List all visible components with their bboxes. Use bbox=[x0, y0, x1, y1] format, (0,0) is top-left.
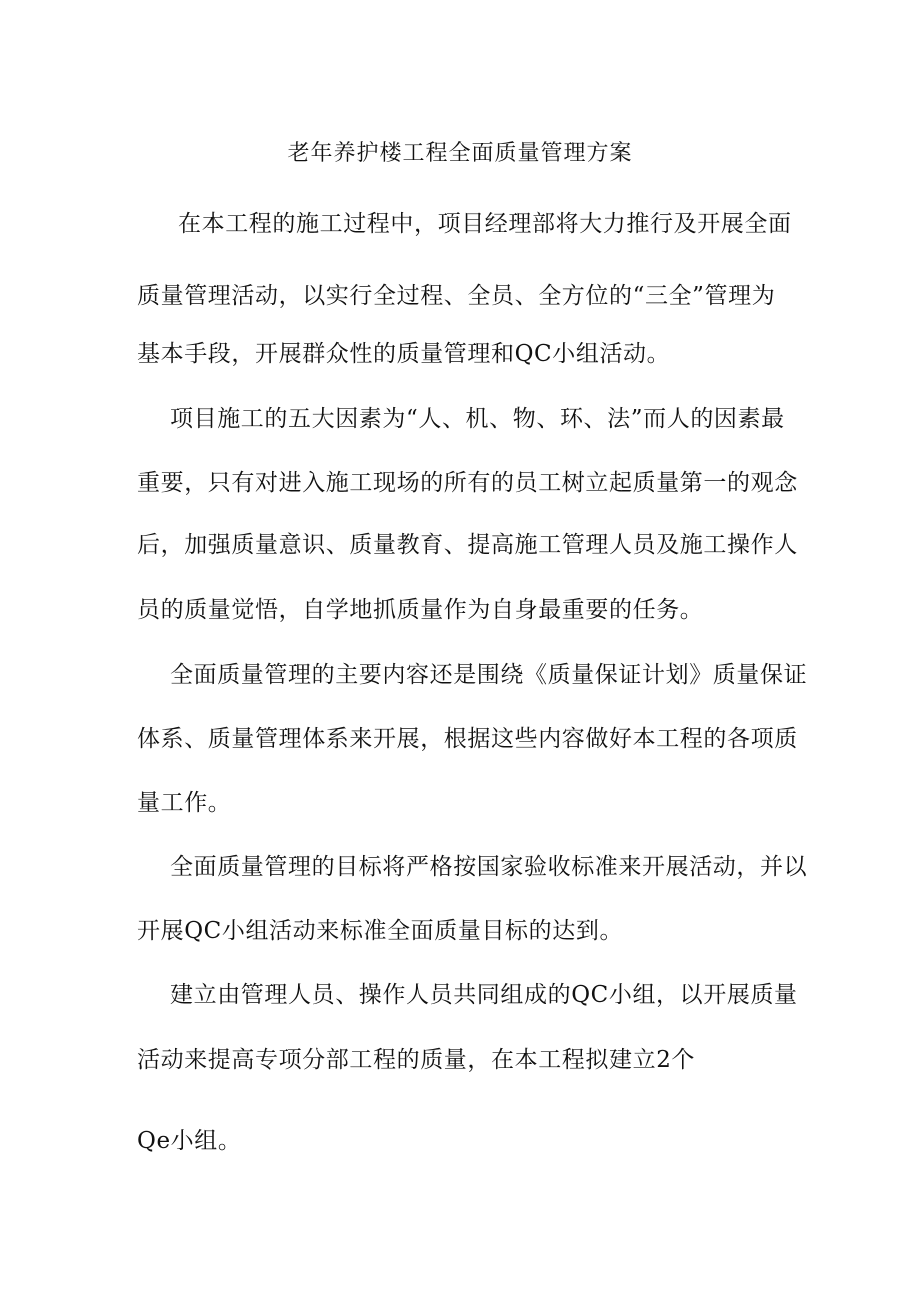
paragraph-line: 活动来提高专项分部工程的质量，在本工程拟建立2个 bbox=[137, 1047, 696, 1073]
paragraph-line: 全面质量管理的目标将严格按国家验收标准来开展活动，并以 bbox=[170, 854, 808, 880]
paragraph-line: 后，加强质量意识、质量教育、提高施工管理人员及施工操作人 bbox=[137, 532, 798, 558]
paragraph-line: 建立由管理人员、操作人员共同组成的QC小组，以开展质量 bbox=[170, 982, 798, 1008]
paragraph-line: 开展QC小组活动来标准全面质量目标的达到。 bbox=[137, 918, 624, 944]
document-title: 老年养护楼工程全面质量管理方案 bbox=[287, 141, 633, 166]
paragraph-line: Qe小组。 bbox=[137, 1128, 242, 1154]
paragraph-line: 量工作。 bbox=[137, 790, 232, 816]
paragraph-line: 在本工程的施工过程中，项目经理部将大力推行及开展全面 bbox=[178, 211, 792, 237]
paragraph-line: 员的质量觉悟，自学地抓质量作为自身最重要的任务。 bbox=[137, 597, 704, 623]
paragraph-line: 质量管理活动，以实行全过程、全员、全方位的“三全”管理为 bbox=[137, 283, 776, 309]
paragraph-line: 基本手段，开展群众性的质量管理和QC小组活动。 bbox=[137, 341, 671, 367]
paragraph-line: 体系、质量管理体系来开展，根据这些内容做好本工程的各项质 bbox=[137, 726, 798, 752]
paragraph-line: 全面质量管理的主要内容还是围绕《质量保证计划》质量保证 bbox=[170, 662, 808, 688]
paragraph-line: 重要，只有对进入施工现场的所有的员工树立起质量第一的观念 bbox=[137, 470, 798, 496]
paragraph-line: 项目施工的五大因素为“人、机、物、环、法”而人的因素最 bbox=[170, 406, 785, 432]
